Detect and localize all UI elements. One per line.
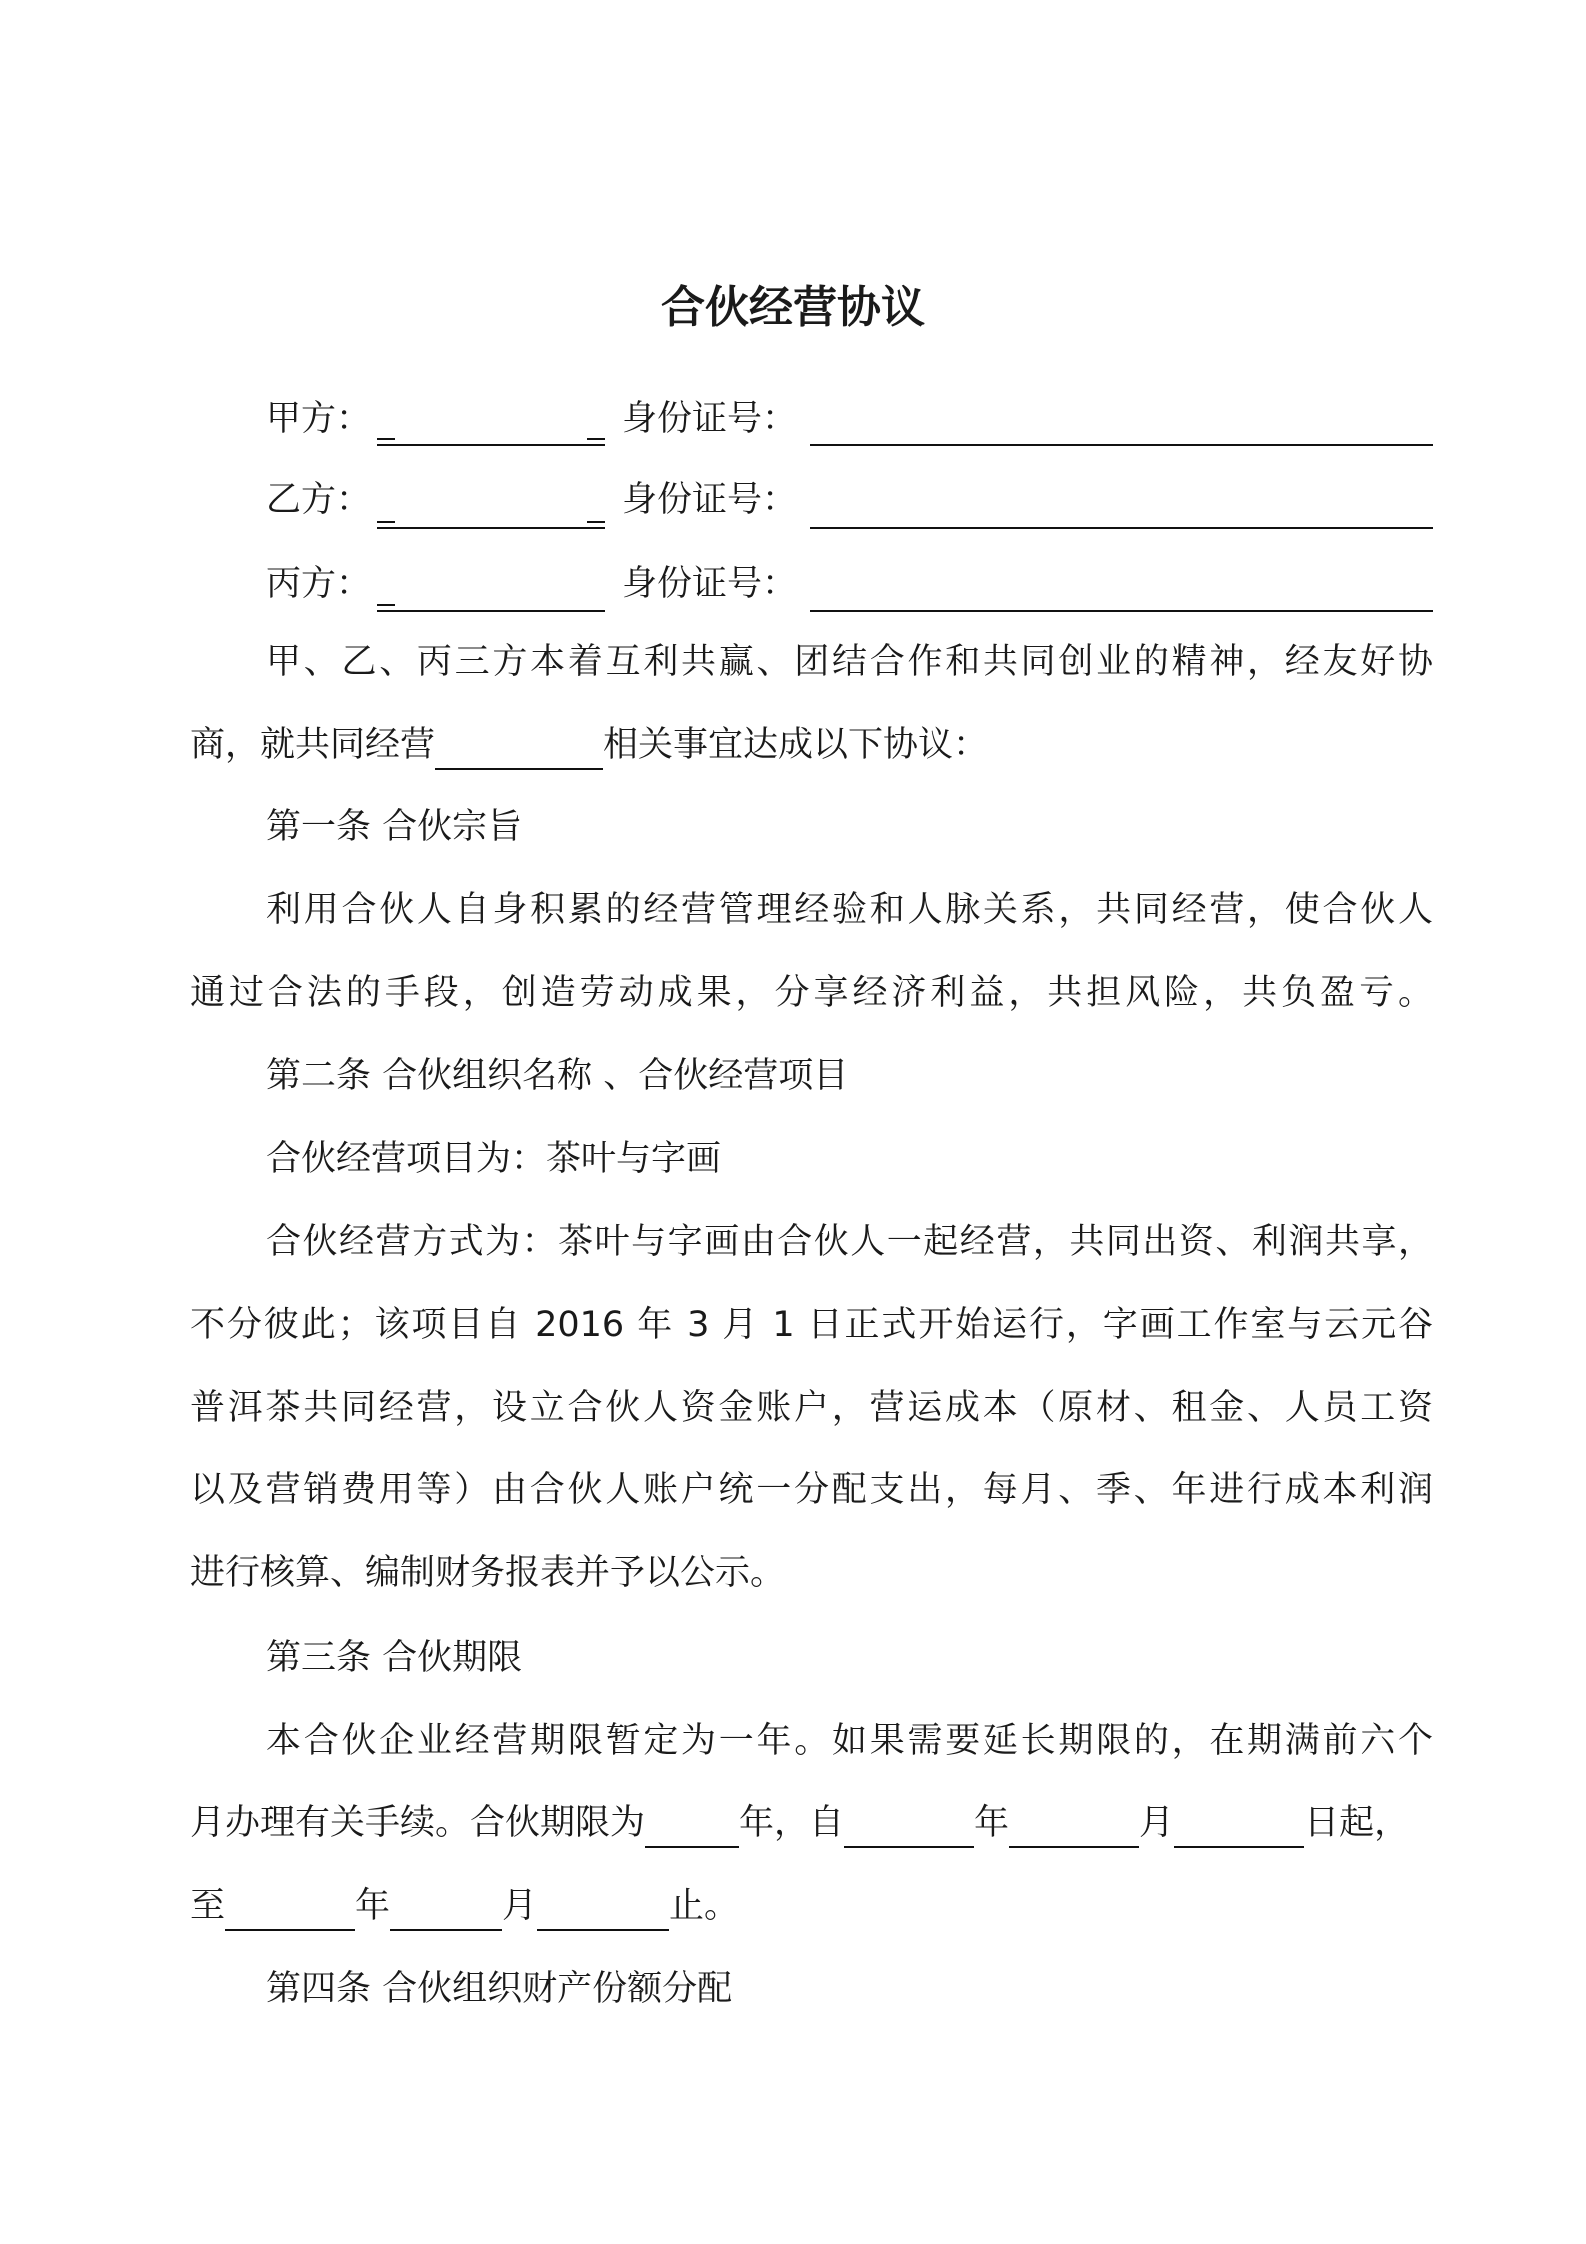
project-line: 合伙经营项目为：茶叶与字画 xyxy=(266,1139,722,1179)
paragraph-line: 利用合伙人自身积累的经营管理经验和人脉关系，共同经营，使合伙人 xyxy=(266,890,1433,930)
paragraph-line: 以及营销费用等）由合伙人账户统一分配支出，每月、季、年进行成本利润 xyxy=(190,1470,1433,1510)
intro-line xyxy=(190,720,1433,770)
paragraph-line: 不分彼此；该项目自 2016 年 3 月 1 日正式开始运行，字画工作室与云元谷 xyxy=(190,1305,1433,1345)
article-heading: 第一条 合伙宗旨 xyxy=(266,807,523,847)
end-year-blank[interactable] xyxy=(225,1887,355,1931)
term-text: 年 xyxy=(355,1886,391,1926)
party-label: 甲方： xyxy=(266,399,372,439)
id-label: 身份证号： xyxy=(622,564,798,604)
start-day-blank[interactable] xyxy=(1174,1804,1304,1848)
term-text: 至 xyxy=(190,1886,226,1926)
party-name-field[interactable] xyxy=(377,410,605,446)
term-end-line xyxy=(190,1881,1433,1931)
article-heading: 第三条 合伙期限 xyxy=(266,1638,523,1678)
article-heading: 第二条 合伙组织名称 、合伙经营项目 xyxy=(266,1056,849,1096)
paragraph-line: 本合伙企业经营期限暂定为一年。如果需要延长期限的，在期满前六个 xyxy=(266,1721,1433,1761)
party-label: 乙方： xyxy=(266,480,372,520)
term-years-blank[interactable] xyxy=(645,1804,739,1848)
paragraph-line: 合伙经营方式为：茶叶与字画由合伙人一起经营，共同出资、利润共享， xyxy=(266,1222,1433,1262)
paragraph-line: 普洱茶共同经营，设立合伙人资金账户，营运成本（原材、租金、人员工资 xyxy=(190,1388,1433,1428)
term-line xyxy=(190,1798,1433,1848)
start-month-blank[interactable] xyxy=(1009,1804,1139,1848)
id-label: 身份证号： xyxy=(622,399,798,439)
id-label: 身份证号： xyxy=(622,480,798,520)
id-number-field[interactable] xyxy=(810,410,1433,446)
paragraph-line: 通过合法的手段，创造劳动成果，分享经济利益，共担风险，共负盈亏。 xyxy=(190,973,1433,1013)
term-text: 年 xyxy=(974,1803,1010,1843)
party-label: 丙方： xyxy=(266,564,372,604)
term-text: 月办理有关手续。合伙期限为 xyxy=(190,1803,646,1843)
term-text: 日起， xyxy=(1304,1803,1410,1843)
party-name-field[interactable] xyxy=(377,576,605,612)
paragraph-line: 进行核算、编制财务报表并予以公示。 xyxy=(190,1553,786,1593)
party-name-field[interactable] xyxy=(377,493,605,529)
intro-text: 相关事宜达成以下协议： xyxy=(603,725,989,765)
document-title: 合伙经营协议 xyxy=(661,282,925,333)
term-text: 月 xyxy=(1139,1803,1175,1843)
term-text: 月 xyxy=(502,1886,538,1926)
id-number-field[interactable] xyxy=(810,493,1433,529)
intro-line: 甲、乙、丙三方本着互利共赢、团结合作和共同创业的精神，经友好协 xyxy=(266,642,1433,682)
end-day-blank[interactable] xyxy=(537,1887,669,1931)
end-month-blank[interactable] xyxy=(390,1887,502,1931)
intro-text: 商，就共同经营 xyxy=(190,725,436,765)
article-heading: 第四条 合伙组织财产份额分配 xyxy=(266,1969,733,2009)
term-text: 年，自 xyxy=(739,1803,845,1843)
business-blank[interactable] xyxy=(435,726,603,770)
id-number-field[interactable] xyxy=(810,576,1433,612)
start-year-blank[interactable] xyxy=(844,1804,974,1848)
term-text: 止。 xyxy=(669,1886,740,1926)
